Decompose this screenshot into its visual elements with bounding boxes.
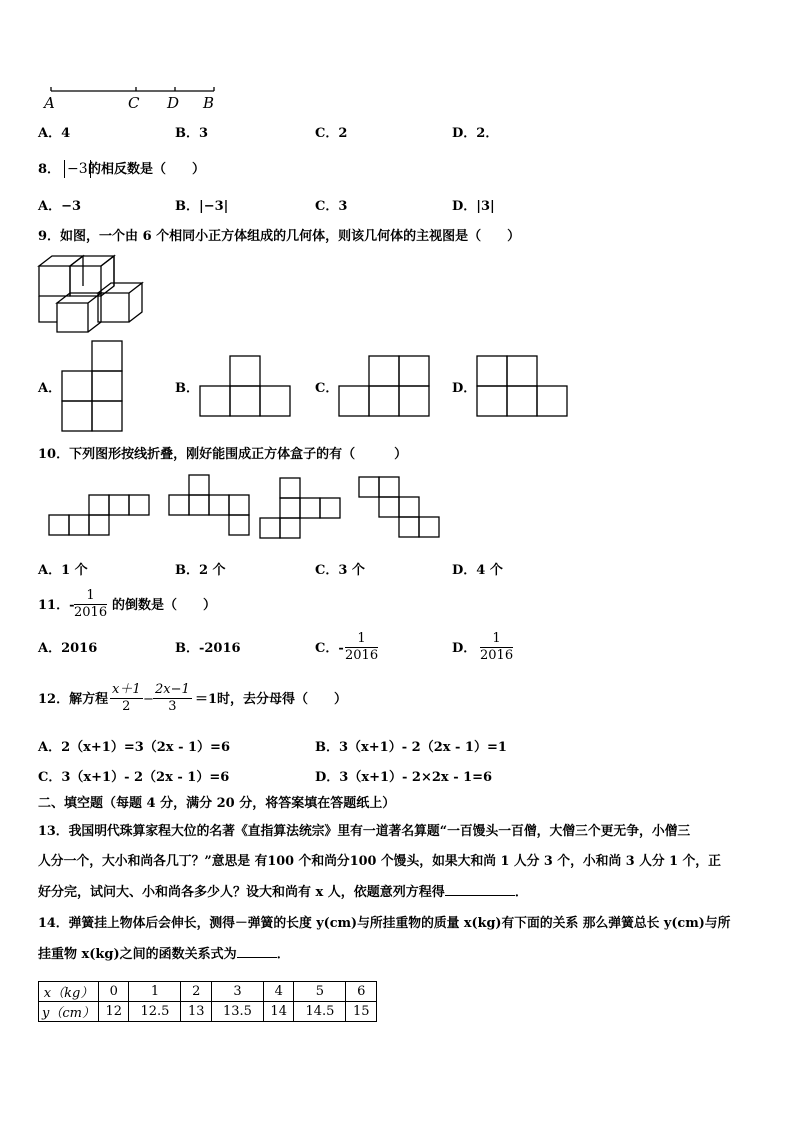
point-label-d: D [167, 94, 180, 112]
q7-option-b: B．3 [175, 126, 209, 141]
q11-opt-d-den: 2016 [480, 648, 514, 663]
q8-text: 的相反数是（ ） [88, 162, 206, 177]
q13-answer-blank[interactable] [445, 895, 515, 896]
q8-option-b: B．|−3| [175, 199, 229, 214]
table-header-x: x（kg） [39, 982, 99, 1002]
q8-option-d: D．|3| [452, 199, 495, 214]
q10-option-c: C．3 个 [315, 563, 365, 578]
q14-line-2-text: 挂重物 x(kg)之间的函数关系式为 [38, 947, 237, 962]
q12-f2-num: 2x−1 [155, 682, 190, 697]
q10-net-4 [359, 477, 443, 539]
q11-option-d: D． [452, 641, 477, 656]
q9-text: 9．如图，一个由 6 个相同小正方体组成的几何体，则该几何体的主视图是（ ） [38, 229, 521, 244]
table-cell: 14 [263, 1002, 293, 1022]
q10-net-1 [49, 495, 153, 537]
q10-option-a: A．1 个 [38, 563, 88, 578]
cube-top-2 [70, 256, 114, 296]
table-cell: 6 [346, 982, 377, 1002]
table-row-y [39, 1002, 377, 1022]
q11-option-c-fraction [345, 631, 378, 664]
table-cell: 3 [211, 982, 263, 1002]
q9-option-c-label: C． [315, 381, 339, 396]
q9-option-d-figure [477, 356, 569, 418]
q8-abs-value: −3 [67, 161, 88, 177]
table-header-y: y（cm） [39, 1002, 99, 1022]
q11-number: 11．- [38, 598, 75, 613]
table-cell: 1 [129, 982, 181, 1002]
q9-3d-solid [36, 252, 146, 334]
q8-number: 8． [38, 162, 61, 177]
q13-line-2: 人分一个，大小和尚各几丁？”意思是 有100 个和尚分100 个馒头，如果大和尚 1 人分 3 个，小和尚 3 人分 1 个，正 [38, 854, 721, 869]
section-heading: 二、填空题（每题 4 分，满分 20 分，将答案填在答题纸上） [38, 796, 396, 811]
table-cell: 5 [294, 982, 346, 1002]
q12-f2-den: 3 [168, 699, 177, 714]
q14-line-2-end: ． [276, 947, 290, 962]
point-label-a: A [44, 94, 55, 112]
q10-net-3 [260, 478, 344, 540]
cube-top-1 [39, 256, 83, 296]
table-cell: 4 [263, 982, 293, 1002]
q9-option-a-label: A． [38, 381, 62, 396]
segment-figure [0, 0, 794, 120]
cube-front-2 [98, 283, 142, 322]
q9-option-b-label: B． [175, 381, 199, 396]
q12-f1-den: 2 [122, 699, 131, 714]
q14-answer-blank[interactable] [237, 957, 277, 958]
q11-frac-den: 2016 [74, 605, 108, 620]
point-label-b: B [203, 94, 215, 112]
q9-option-a-figure [62, 341, 124, 431]
q12-option-c: C．3（x+1）- 2（2x - 1）=6 [38, 770, 230, 785]
q12-fraction-2 [153, 682, 192, 715]
q11-text: 的倒数是（ ） [112, 598, 217, 613]
q14-line-2 [38, 947, 290, 963]
q10-text: 10．下列图形按线折叠，刚好能围成正方体盒子的有（ ） [38, 447, 408, 462]
q12-option-a: A．2（x+1）=3（2x - 1）=6 [38, 740, 230, 755]
q10-option-d: D．4 个 [452, 563, 503, 578]
q11-option-d-fraction [480, 631, 513, 664]
q13-line-3-end: ． [514, 885, 528, 900]
cube-front-1 [57, 293, 101, 332]
table-cell: 13 [181, 1002, 211, 1022]
q14-data-table [38, 981, 377, 1022]
q12-fraction-1 [110, 682, 143, 715]
q10-net-2 [169, 475, 253, 537]
q11-option-b: B．-2016 [175, 641, 241, 656]
q11-opt-c-num: 1 [345, 631, 378, 648]
q11-opt-c-den: 2016 [345, 648, 379, 663]
q12-f1-num: x＋1 [112, 682, 141, 697]
q12-option-b: B．3（x+1）- 2（2x - 1）=1 [315, 740, 507, 755]
q12-tail: ＝1时，去分母得（ ） [195, 692, 348, 707]
q12-option-d: D．3（x+1）- 2×2x - 1=6 [315, 770, 493, 785]
point-label-c: C [128, 94, 140, 112]
q11-opt-d-num: 1 [480, 631, 513, 648]
q7-option-d: D．2． [452, 126, 499, 141]
table-cell: 14.5 [294, 1002, 346, 1022]
table-cell: 15 [346, 1002, 377, 1022]
q11-fraction [74, 588, 107, 621]
table-cell: 12 [99, 1002, 129, 1022]
q11-option-c: C．- [315, 641, 344, 656]
table-row-x [39, 982, 377, 1002]
q13-line-3 [38, 885, 528, 901]
q14-line-1: 14．弹簧挂上物体后会伸长，测得－弹簧的长度 y(cm)与所挂重物的质量 x(kg)有下面的关系 那么弹簧总长 y(cm)与所 [38, 916, 731, 931]
q13-line-3-text: 好分完，试问大、小和尚各多少人？设大和尚有 x 人，依题意列方程得 [38, 885, 445, 900]
q9-option-b-figure [200, 356, 292, 418]
q7-option-c: C．2 [315, 126, 348, 141]
q13-line-1: 13．我国明代珠算家程大位的名著《直指算法统宗》里有一道著名算题“一百馒头一百僧，大僧三个更无争，小僧三 [38, 824, 691, 839]
table-cell: 13.5 [211, 1002, 263, 1022]
q10-option-b: B．2 个 [175, 563, 226, 578]
q8-option-a: A．−3 [38, 199, 82, 214]
q7-option-a: A．4 [38, 126, 71, 141]
q11-frac-num: 1 [74, 588, 107, 605]
q8-option-c: C．3 [315, 199, 348, 214]
q11-option-a: A．2016 [38, 641, 98, 656]
q12-minus: − [143, 692, 154, 707]
table-cell: 2 [181, 982, 211, 1002]
q9-option-c-figure [339, 356, 431, 418]
table-cell: 0 [99, 982, 129, 1002]
q12-number: 12．解方程 [38, 692, 109, 707]
table-cell: 12.5 [129, 1002, 181, 1022]
q8-abs-expression [64, 160, 91, 178]
cube-bottom-1 [39, 296, 57, 322]
q9-option-d-label: D． [452, 381, 477, 396]
